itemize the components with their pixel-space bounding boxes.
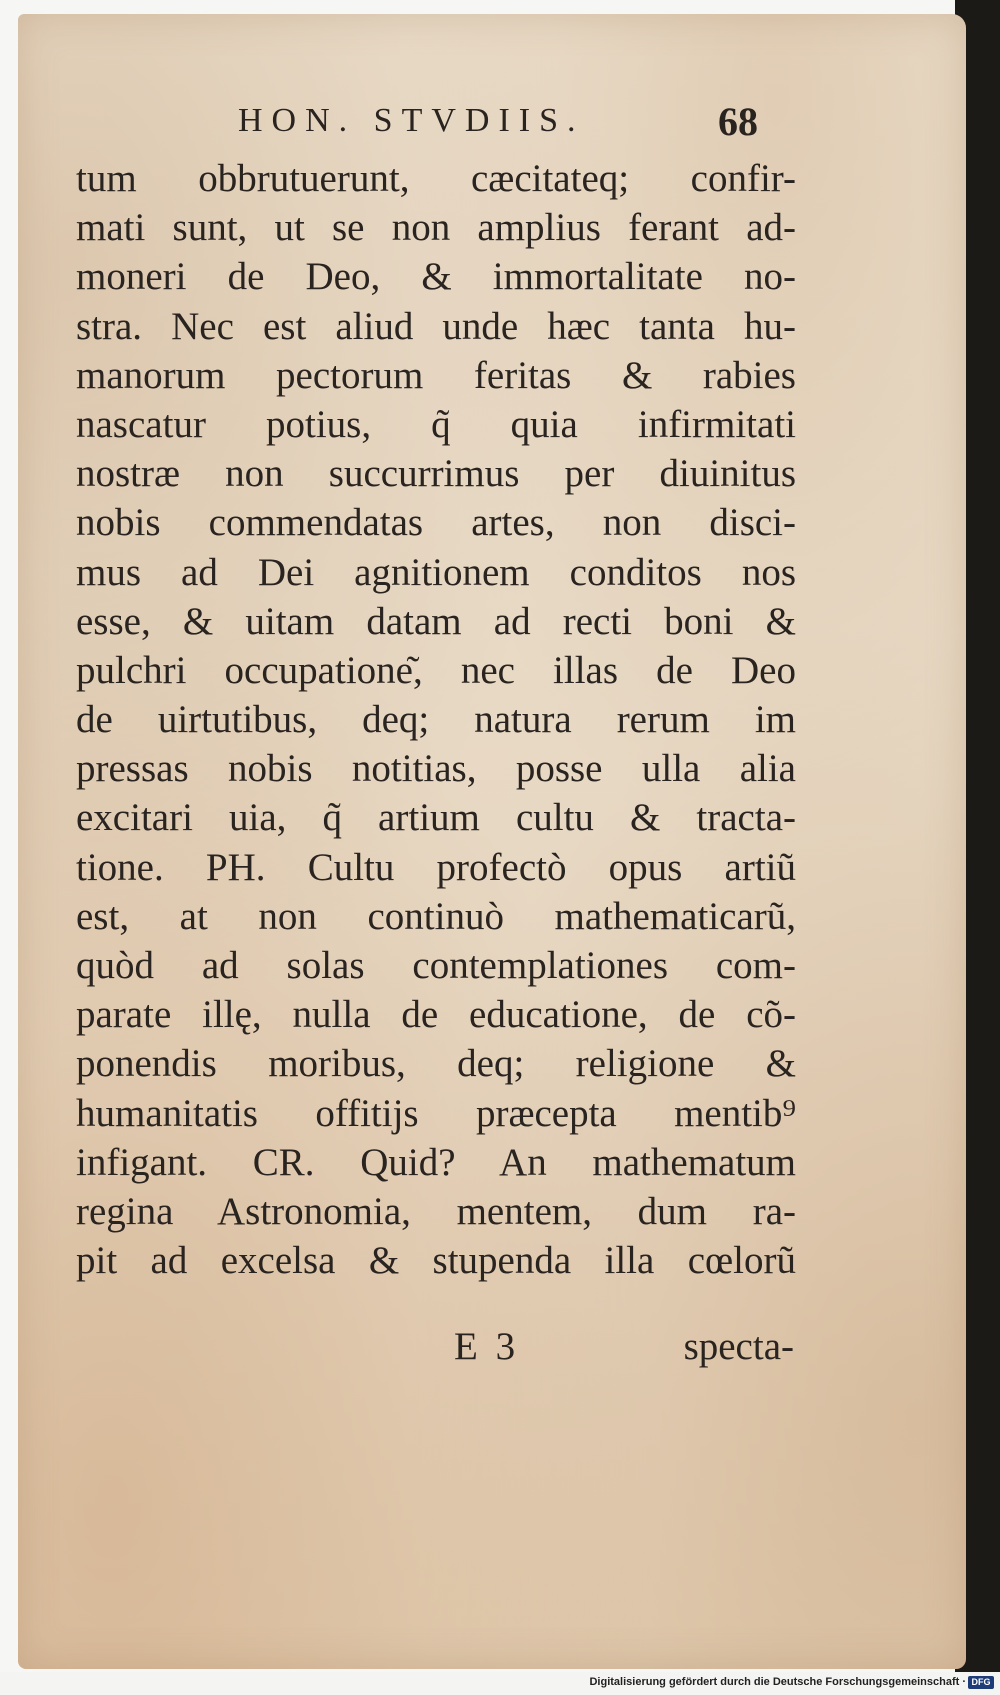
text-block [76,154,796,1285]
text-line: quòd ad solas contemplationes com- [76,944,796,987]
text-line: pulchri occupatione͂, nec illas de Deo [76,648,796,692]
text-line: tum obbrutuerunt, cæcitateq; confir- [76,157,796,200]
dfg-logo: DFG [968,1676,994,1689]
book-page [18,14,966,1669]
page-footer-line [454,1324,794,1374]
signature-mark: E 3 [454,1325,520,1368]
text-line: humanitatis offitijs præcepta mentib⁹ [76,1091,796,1135]
text-line: nascatur potius, q̃ quia infirmitati [76,402,796,446]
text-line: excitari uia, q̃ artium cultu & tracta- [76,796,796,840]
text-line: pressas nobis notitias, posse ulla alia [76,747,796,791]
text-line: moneri de Deo, & immortalitate no- [76,255,796,299]
catchword: specta- [683,1325,794,1368]
text-line: nobis commendatas artes, non disci- [76,501,796,545]
text-line: manorum pectorum feritas & rabies [76,353,796,397]
text-line: infigant. CR. Quid? An mathematum [76,1140,796,1184]
running-head: HON. STVDIIS. [238,102,585,139]
text-line: esse, & uitam datam ad recti boni & [76,599,796,643]
text-line: mati sunt, ut se non amplius ferant ad- [76,206,796,250]
page-number: 68 [718,99,758,144]
text-line: tione. PH. Cultu profectò opus artiũ [76,845,796,889]
text-line: parate illę, nulla de educatione, de cõ- [76,993,796,1037]
text-line: stra. Nec est aliud unde hæc tanta hu- [76,304,796,348]
digitization-footer [0,1672,1000,1695]
text-line: ponendis moribus, deq; religione & [76,1042,796,1086]
text-line: est, at non continuò mathematicarũ, [76,894,796,938]
page-header [238,102,798,152]
text-line: regina Astronomia, mentem, dum ra- [76,1189,796,1233]
text-line: nostræ non succurrimus per diuinitus [76,452,796,496]
text-line: mus ad Dei agnitionem conditos nos [76,550,796,594]
text-line: de uirtutibus, deq; natura rerum im [76,698,796,742]
funding-credit: Digitalisierung gefördert durch die Deutsche Forschungsgemeinschaft · [589,1676,966,1688]
text-line: pit ad excelsa & stupenda illa cœlorũ [76,1239,796,1283]
